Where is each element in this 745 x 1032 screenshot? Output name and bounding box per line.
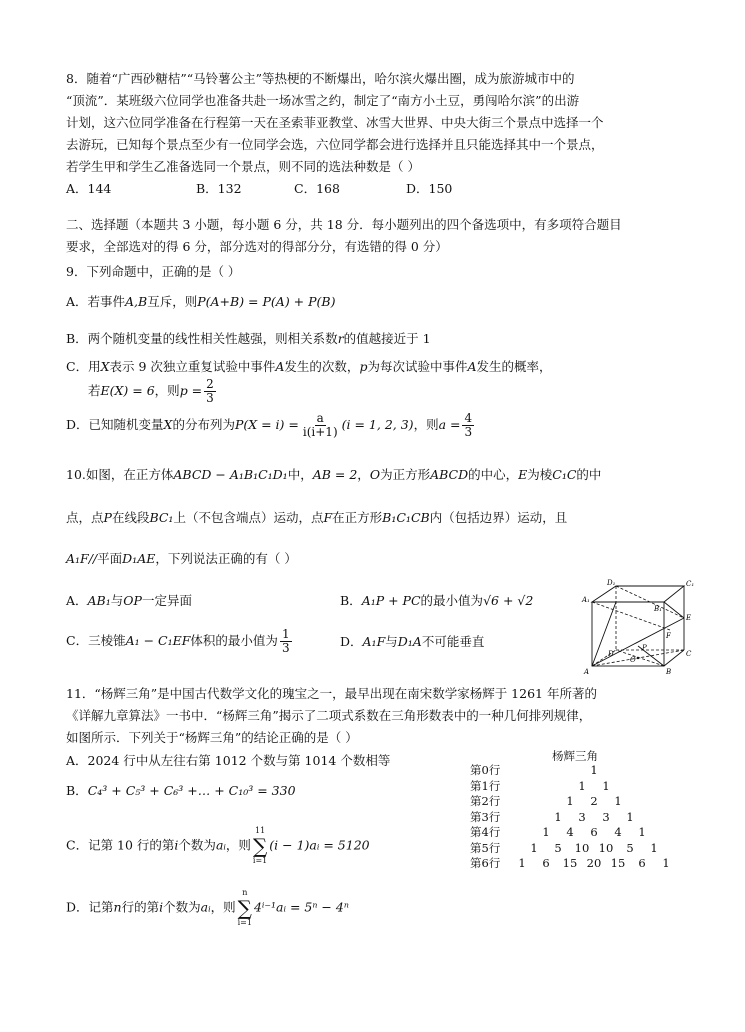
fraction-den: 3 <box>464 425 473 439</box>
yanghui-row-label: 第0行 <box>470 763 501 777</box>
q10-l1-pre: 10.如图，在正方体 <box>66 467 174 482</box>
q10-l1-ab: AB = 2 <box>312 467 358 482</box>
q11-option-b <box>66 782 296 800</box>
q10-l2-mid3: 在正方形 <box>332 510 383 525</box>
yanghui-number: 1 <box>614 794 622 808</box>
q10-a-m2: OP <box>123 593 142 608</box>
sum-upper: n <box>242 888 248 897</box>
q9-c-a2: A <box>467 359 477 374</box>
q10-l3-plane: D₁AE <box>122 551 156 566</box>
cube-label-a1: A₁ <box>582 596 590 604</box>
q9-c-mid: 表示 9 次独立重复试验中事件 <box>109 359 276 374</box>
q10-l3-post: ，下列说法正确的有（ ） <box>155 551 297 566</box>
q10-l2-mid: 在线段 <box>111 510 150 525</box>
fraction-a-over-i <box>301 412 340 439</box>
q10-d-post: 不可能垂直 <box>421 634 485 649</box>
cube-hidden-diag-bd <box>616 650 664 666</box>
q10-l1-post: 的中 <box>576 467 602 482</box>
summation-symbol <box>238 888 252 928</box>
q8-option-d: D．150 <box>406 181 453 196</box>
yanghui-number: 3 <box>602 809 610 824</box>
sigma-icon: ∑ <box>237 896 252 920</box>
q9-c-post2: 发生的概率， <box>476 359 552 374</box>
q11-b-math: C₄³ + C₅³ + C₆³ +… + C₁₀³ = 330 <box>87 783 296 798</box>
q9-option-c-line2 <box>88 378 218 405</box>
q8-line-2: “顶流”．某班级六位同学也准备共赴一场冰雪之约，制定了“南方小土豆，勇闯哈尔滨”的出游 <box>66 93 580 108</box>
q10-l1-mid5: 为棱 <box>527 467 553 482</box>
q8-line-5: 若学生甲和学生乙准备选同一个景点，则不同的选法种数是（ ） <box>66 159 420 174</box>
q10-d-mid: 与 <box>385 634 398 649</box>
fraction-den: 3 <box>281 641 290 655</box>
cube-label-b1: B₁ <box>654 605 662 613</box>
q10-l1-cc: C₁C <box>552 467 577 482</box>
q11-c-mid: 个数为 <box>178 837 216 853</box>
q9-c-var: X <box>100 359 110 374</box>
q9-c-p: p <box>359 359 368 374</box>
q10-l1-o: O <box>369 467 381 482</box>
cube-top-face <box>592 586 684 602</box>
cube-label-c: C <box>686 650 692 658</box>
q10-d-pre: D． <box>340 634 363 649</box>
q10-line-1 <box>66 466 601 484</box>
q9-d-mid2: ，则 <box>413 417 439 432</box>
yanghui-number: 5 <box>626 840 634 855</box>
fraction-num: 4 <box>464 411 473 425</box>
q11-d-mid: 行的第 <box>121 899 160 915</box>
yanghui-row-label: 第6行 <box>470 856 501 870</box>
fraction-den: i(i+1) <box>302 425 338 439</box>
q11-option-a: A．2024 行中从左往右第 1012 个数与第 1014 个数相等 <box>66 753 391 768</box>
yanghui-number: 10 <box>598 840 614 855</box>
cube-label-b: B <box>666 668 672 676</box>
yanghui-row <box>470 825 690 840</box>
q10-b-m2: √6 + √2 <box>483 593 534 608</box>
q9-c-a: A <box>275 359 285 374</box>
q8-option-c: C．168 <box>294 181 340 196</box>
yanghui-row-label: 第4行 <box>470 825 501 839</box>
q10-l3-mid: 平面 <box>97 551 123 566</box>
q10-a-mid: 与 <box>110 593 124 608</box>
q11-d-mid2: 个数为 <box>163 899 201 915</box>
q8-line-4: 去游玩，已知每个景点至少有一位同学会选，六位同学都会进行选择并且只能选择其中一个景点， <box>66 137 604 152</box>
q11-line-1: 11．“杨辉三角”是中国古代数学文化的瑰宝之一，最早出现在南宋数学家杨辉于 1261 年所著的 <box>66 686 597 701</box>
q11-c-mid2: ，则 <box>225 837 251 853</box>
q10-l1-cube: ABCD − A₁B₁C₁D₁ <box>173 467 288 482</box>
q9-c-pre: C．用 <box>66 359 101 374</box>
q8-option-a: A．144 <box>66 181 112 196</box>
sum-lower: i=1 <box>252 856 268 865</box>
q11-c-ai: aᵢ <box>215 837 226 853</box>
q10-c-pre: C．三棱锥 <box>66 633 126 648</box>
q10-l2-bc: BC₁ <box>149 510 174 525</box>
yanghui-number: 4 <box>614 825 622 839</box>
q9-d-math: P(X = i) = <box>234 417 299 432</box>
yanghui-row <box>470 779 690 794</box>
yanghui-number: 1 <box>626 809 634 824</box>
q11-d-n: n <box>113 899 122 915</box>
q9-a-math: P(A+B) = P(A) + P(B) <box>197 294 336 309</box>
yanghui-number: 15 <box>610 856 626 870</box>
q9-a-mid: 互斥，则 <box>147 294 198 309</box>
q9-c2-p: p = <box>179 383 203 398</box>
q8-line-3: 计划，这六位同学准备在行程第一天在圣索菲亚教堂、冰雪大世界、中央大街三个景点中选择一个 <box>66 115 604 130</box>
q10-l2-pre: 点，点 <box>66 510 104 525</box>
yanghui-number: 5 <box>554 840 562 855</box>
yanghui-number: 10 <box>574 840 590 855</box>
q9-option-b <box>66 330 431 348</box>
q10-b-m: A₁P + PC <box>361 593 421 608</box>
q9-c-post: 为每次试验中事件 <box>367 359 468 374</box>
q10-a-pre: A． <box>66 593 88 608</box>
yanghui-row-label: 第2行 <box>470 794 501 808</box>
fraction-2-3 <box>204 378 216 405</box>
q11-c-pre: C．记第 10 行的第 <box>66 837 175 853</box>
yanghui-number: 6 <box>542 856 550 870</box>
cube-label-d1: D₁ <box>607 579 616 587</box>
section2-line-2: 要求，全部选对的得 6 分，部分选对的得部分分，有选错的得 0 分） <box>66 239 448 254</box>
q8-line-1: 8．随着“广西砂糖桔”“马铃薯公主”等热梗的不断爆出，哈尔滨火爆出圈，成为旅游城市中的 <box>66 71 575 86</box>
fraction-num: a <box>316 411 324 425</box>
fraction-4-3 <box>462 412 474 439</box>
fraction-den: 3 <box>206 391 214 405</box>
q10-b-pre: B． <box>340 593 362 608</box>
yanghui-number: 1 <box>590 763 598 777</box>
q10-l2-f: F <box>323 510 333 525</box>
yanghui-row-label: 第3行 <box>470 809 501 824</box>
cube-point-o <box>637 657 639 659</box>
yanghui-row <box>470 794 690 809</box>
sum-upper: 11 <box>255 826 266 835</box>
fraction-num: 2 <box>206 377 214 391</box>
fraction-1-3 <box>280 628 292 655</box>
yanghui-row <box>470 841 690 856</box>
q9-option-d <box>66 412 476 439</box>
cube-label-p: P <box>642 644 647 652</box>
q9-stem: 9．下列命题中，正确的是（ ） <box>66 264 241 279</box>
cube-label-o: O <box>630 656 636 664</box>
yanghui-number: 1 <box>602 778 610 793</box>
q9-d-pre: D．已知随机变量 <box>66 417 164 432</box>
q10-l1-mid4: 的中心， <box>468 467 519 482</box>
q10-c-m: A₁ − C₁EF <box>125 633 191 648</box>
q10-l2-mid2: 上（不包含端点）运动，点 <box>173 510 324 525</box>
q9-option-c <box>66 358 552 376</box>
q10-l1-e: E <box>518 467 528 482</box>
yanghui-number: 1 <box>530 840 538 855</box>
yanghui-number: 1 <box>662 856 670 870</box>
cube-edge-bc <box>664 650 684 666</box>
q10-l1-mid: 中， <box>287 467 313 482</box>
q9-c-mid2: 发生的次数， <box>284 359 360 374</box>
q10-d-m: A₁F <box>362 634 386 649</box>
q11-d-pre: D．记第 <box>66 899 114 915</box>
yanghui-number: 1 <box>650 840 658 855</box>
q10-l1-mid3: 为正方形 <box>380 467 431 482</box>
fraction-num: 1 <box>281 627 290 641</box>
yanghui-title: 杨辉三角 <box>552 749 598 763</box>
yanghui-row-label: 第5行 <box>470 840 501 855</box>
cube-label-e: E <box>686 614 692 622</box>
cube-figure <box>580 578 700 678</box>
q9-c2-pre: 若 <box>88 383 101 398</box>
yanghui-number: 1 <box>638 825 646 839</box>
q11-option-d <box>66 888 349 928</box>
cube-label-f: F <box>666 632 671 640</box>
yanghui-number: 1 <box>554 809 562 824</box>
yanghui-number: 4 <box>566 825 574 839</box>
q9-b-post: 的值越接近于 1 <box>343 331 431 346</box>
q10-line-3 <box>66 550 297 568</box>
q10-line-2 <box>66 509 567 527</box>
q11-option-c <box>66 826 370 866</box>
q10-l2-post: 内（包括边界）运动，且 <box>429 510 568 525</box>
yanghui-row <box>470 810 690 825</box>
q10-l1-mid2: ， <box>357 467 370 482</box>
q11-d-math: 4ⁱ⁻¹aᵢ = 5ⁿ − 4ⁿ <box>253 899 349 915</box>
yanghui-row-label: 第1行 <box>470 778 501 793</box>
q9-option-a <box>66 293 335 311</box>
cube-label-d: D <box>608 650 614 658</box>
yanghui-number: 20 <box>586 856 602 870</box>
q10-l2-face: B₁C₁CB <box>382 510 430 525</box>
q9-d-range: (i = 1, 2, 3) <box>341 417 414 432</box>
yanghui-number: 1 <box>542 825 550 839</box>
q10-option-b <box>340 592 533 610</box>
q9-a-pre: A．若事件 <box>66 294 126 309</box>
q11-line-3: 如图所示．下列关于“杨辉三角”的结论正确的是（ ） <box>66 730 358 745</box>
yanghui-number: 6 <box>638 856 646 870</box>
yanghui-number: 1 <box>518 856 526 870</box>
q10-option-d <box>340 633 484 651</box>
summation-symbol <box>253 826 267 866</box>
cube-label-a: A <box>584 668 590 676</box>
q10-l2-p: P <box>103 510 112 525</box>
q10-d-m2: D₁A <box>397 634 422 649</box>
q11-c-i: i <box>174 837 179 853</box>
section2-line-1: 二、选择题（本题共 3 小题，每小题 6 分，共 18 分．每小题列出的四个备选项中，有多项符合题目 <box>66 217 622 232</box>
q10-c-mid: 体积的最小值为 <box>190 633 278 648</box>
q9-d-mid: 的分布列为 <box>172 417 235 432</box>
q9-b-var: r <box>337 331 344 346</box>
yanghui-number: 2 <box>590 794 598 808</box>
q11-d-mid3: ，则 <box>210 899 236 915</box>
q10-l1-abcd: ABCD <box>430 467 469 482</box>
yanghui-number: 3 <box>578 809 586 824</box>
q10-a-post: 一定异面 <box>141 593 192 608</box>
cube-label-c1: C₁ <box>686 580 695 588</box>
q10-b-mid: 的最小值为 <box>420 593 484 608</box>
q10-option-c <box>66 628 294 655</box>
yanghui-number: 15 <box>562 856 578 870</box>
q9-b-text: B．两个随机变量的线性相关性越强，则相关系数 <box>66 331 338 346</box>
q11-d-i: i <box>159 899 164 915</box>
yanghui-number: 1 <box>566 794 574 808</box>
q11-line-2: 《详解九章算法》一书中．“杨辉三角”揭示了二项式系数在三角形数表中的一种几何排列规律， <box>66 708 592 723</box>
sum-lower: i=1 <box>237 918 252 927</box>
q9-c2-mid: ，则 <box>154 383 180 398</box>
q11-d-ai: aᵢ <box>200 899 211 915</box>
q9-d-a: a = <box>438 417 461 432</box>
q8-option-b: B．132 <box>196 181 242 196</box>
q11-c-math: (i − 1)aᵢ = 5120 <box>269 837 370 853</box>
q9-c2-math: E(X) = 6 <box>100 383 155 398</box>
yanghui-number: 1 <box>578 778 586 793</box>
q10-a-m: AB₁ <box>87 593 111 608</box>
q10-option-a <box>66 592 192 610</box>
q9-a-vars: A,B <box>125 294 148 309</box>
yanghui-row <box>470 763 690 778</box>
yanghui-number: 6 <box>590 825 598 839</box>
q11-b-pre: B． <box>66 783 88 798</box>
q10-l3-af: A₁F// <box>66 551 98 566</box>
yanghui-row <box>470 856 690 871</box>
q9-d-var: X <box>163 417 173 432</box>
sigma-icon: ∑ <box>252 834 268 858</box>
